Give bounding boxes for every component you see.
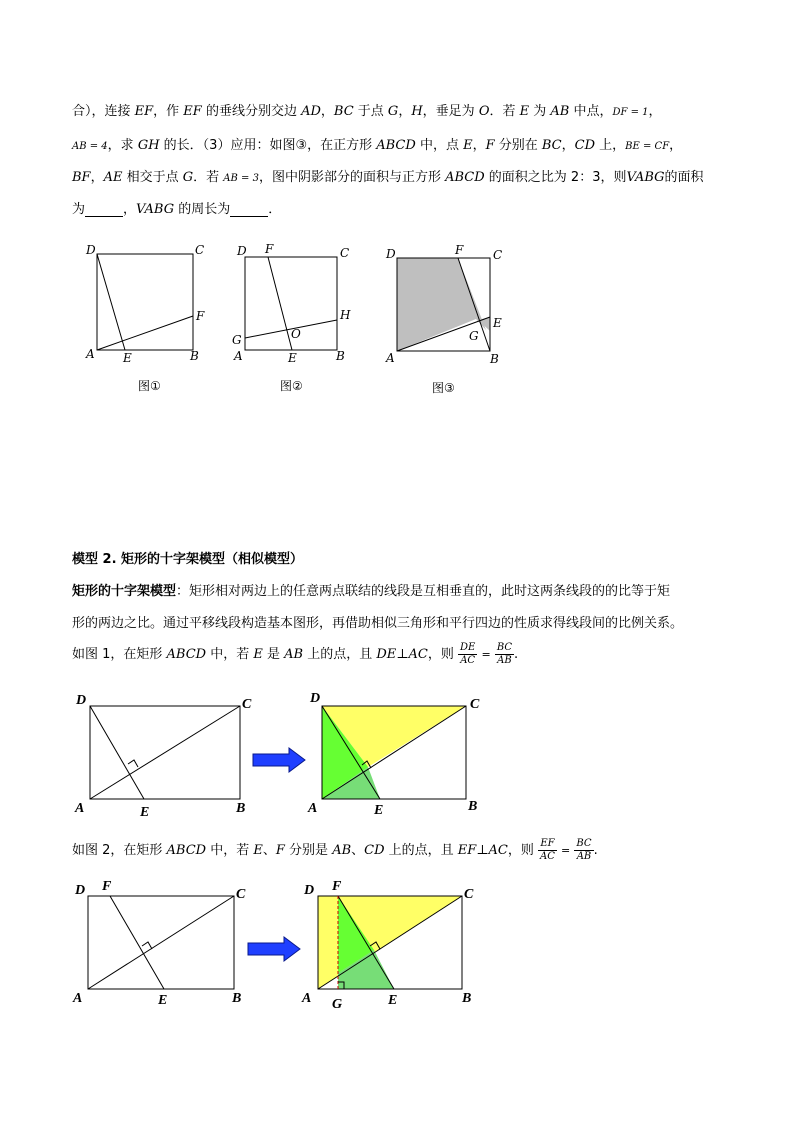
label-b: B: [462, 991, 472, 1006]
label-e: E: [123, 351, 132, 365]
answer-blank-1[interactable]: [85, 204, 123, 217]
label-o: O: [291, 327, 301, 341]
label-g: G: [469, 329, 479, 343]
label-b: B: [468, 799, 478, 814]
problem-line-4: 为 ，VABG 的周长为 ．: [72, 202, 282, 217]
segment-de: [97, 254, 125, 350]
label-c: C: [464, 887, 474, 902]
segment-ef: [268, 257, 292, 350]
label-c: C: [340, 246, 350, 260]
fraction-bc-ab: $\frac{BC}{AB}$: [496, 642, 512, 666]
label-b: B: [336, 349, 345, 363]
label-c: C: [236, 887, 246, 902]
label-d: D: [310, 691, 321, 706]
diagonal-ac: [90, 706, 240, 799]
caption-fig3: 图③: [432, 381, 455, 395]
right-angle-mark: [142, 942, 152, 949]
figure-1: [80, 240, 210, 370]
label-e: E: [388, 993, 398, 1008]
model2-heading: 模型 2. 矩形的十字架模型（相似模型）: [72, 552, 304, 567]
model2-intro-line2: 形的两边之比。通过平移线段构造基本图形，再借助相似三角形和平行四边的性质求得线段间的比例关系。: [72, 616, 684, 631]
label-h: H: [340, 308, 351, 322]
label-a: A: [73, 991, 83, 1006]
label-e: E: [493, 316, 502, 330]
model2-fig1-right: [304, 688, 504, 818]
problem-line-3: BF，AE 相交于点 G．若 AB = 3，图中阴影部分的面积与正方形 ABCD 的面积之比为 2：3，则VABG的面积: [72, 170, 704, 185]
label-d: D: [76, 693, 87, 708]
label-f: F: [265, 242, 274, 256]
model2-fig2-text: 如图 2，在矩形 ABCD 中，若 E、F 分别是 AB、CD 上的点，且 EF⊥AC，则 $\frac{EF}{AC}$ = $\frac{BC}{AB}$ .: [72, 838, 598, 862]
problem-line-1: 合），连接 EF，作 EF 的垂线分别交边 AD，BC 于点 G，H，垂足为 O．若 E 为 AB 中点，DF = 1，: [72, 104, 662, 119]
label-e: E: [140, 805, 150, 820]
right-angle-mark: [128, 760, 138, 767]
label-d: D: [237, 244, 247, 258]
answer-blank-2[interactable]: [230, 204, 268, 217]
label-c: C: [195, 243, 205, 257]
label-e: E: [374, 803, 384, 818]
label-a: A: [75, 801, 85, 816]
model2-intro-line1: 矩形的十字架模型：矩形相对两边上的任意两点联结的线段是互相垂直的，此时这两条线段的的比等于矩: [72, 584, 671, 599]
label-d: D: [304, 883, 315, 898]
label-b: B: [490, 352, 499, 366]
segment-af: [97, 316, 193, 350]
caption-fig1: 图①: [138, 379, 161, 393]
label-b: B: [236, 801, 246, 816]
model2-fig2-right: [300, 878, 500, 1018]
label-c: C: [470, 697, 480, 712]
fraction-bc-ab-2: $\frac{BC}{AB}$: [576, 838, 592, 862]
label-f: F: [102, 879, 112, 894]
label-g: G: [232, 333, 242, 347]
label-f: F: [196, 309, 205, 323]
fraction-ef-ac: $\frac{EF}{AC}$: [540, 838, 555, 862]
label-a: A: [86, 347, 95, 361]
label-f: F: [332, 879, 342, 894]
model2-fig2-left: [72, 878, 262, 1008]
label-g: G: [332, 997, 343, 1012]
caption-fig2: 图②: [280, 379, 303, 393]
segment-ef: [110, 896, 164, 989]
label-d: D: [75, 883, 86, 898]
label-e: E: [288, 351, 297, 365]
label-d: D: [86, 243, 96, 257]
diagonal-ac: [88, 896, 234, 989]
label-f: F: [455, 243, 464, 257]
label-e: E: [158, 993, 168, 1008]
label-b: B: [232, 991, 242, 1006]
label-a: A: [234, 349, 243, 363]
figure-2: [228, 240, 358, 370]
fraction-de-ac: $\frac{DE}{AC}$: [459, 642, 476, 666]
label-b: B: [190, 349, 199, 363]
label-c: C: [242, 697, 252, 712]
label-a: A: [308, 801, 318, 816]
model2-fig1-left: [72, 688, 262, 818]
label-a: A: [386, 351, 395, 365]
problem-line-2: AB = 4，求 GH 的长．（3）应用：如图③，在正方形 ABCD 中，点 E，F 分别在 BC，CD 上，BE = CF，: [72, 138, 683, 153]
segment-de: [90, 706, 144, 799]
model2-fig1-text: 如图 1，在矩形 ABCD 中，若 E 是 AB 上的点，且 DE⊥AC，则 $\frac{DE}{AC}$ = $\frac{BC}{AB}$ .: [72, 642, 519, 666]
label-c: C: [493, 248, 503, 262]
arrow-icon: [248, 937, 304, 961]
label-d: D: [386, 247, 396, 261]
label-a: A: [302, 991, 312, 1006]
figure-3: [380, 240, 510, 370]
arrow-icon: [253, 748, 309, 772]
